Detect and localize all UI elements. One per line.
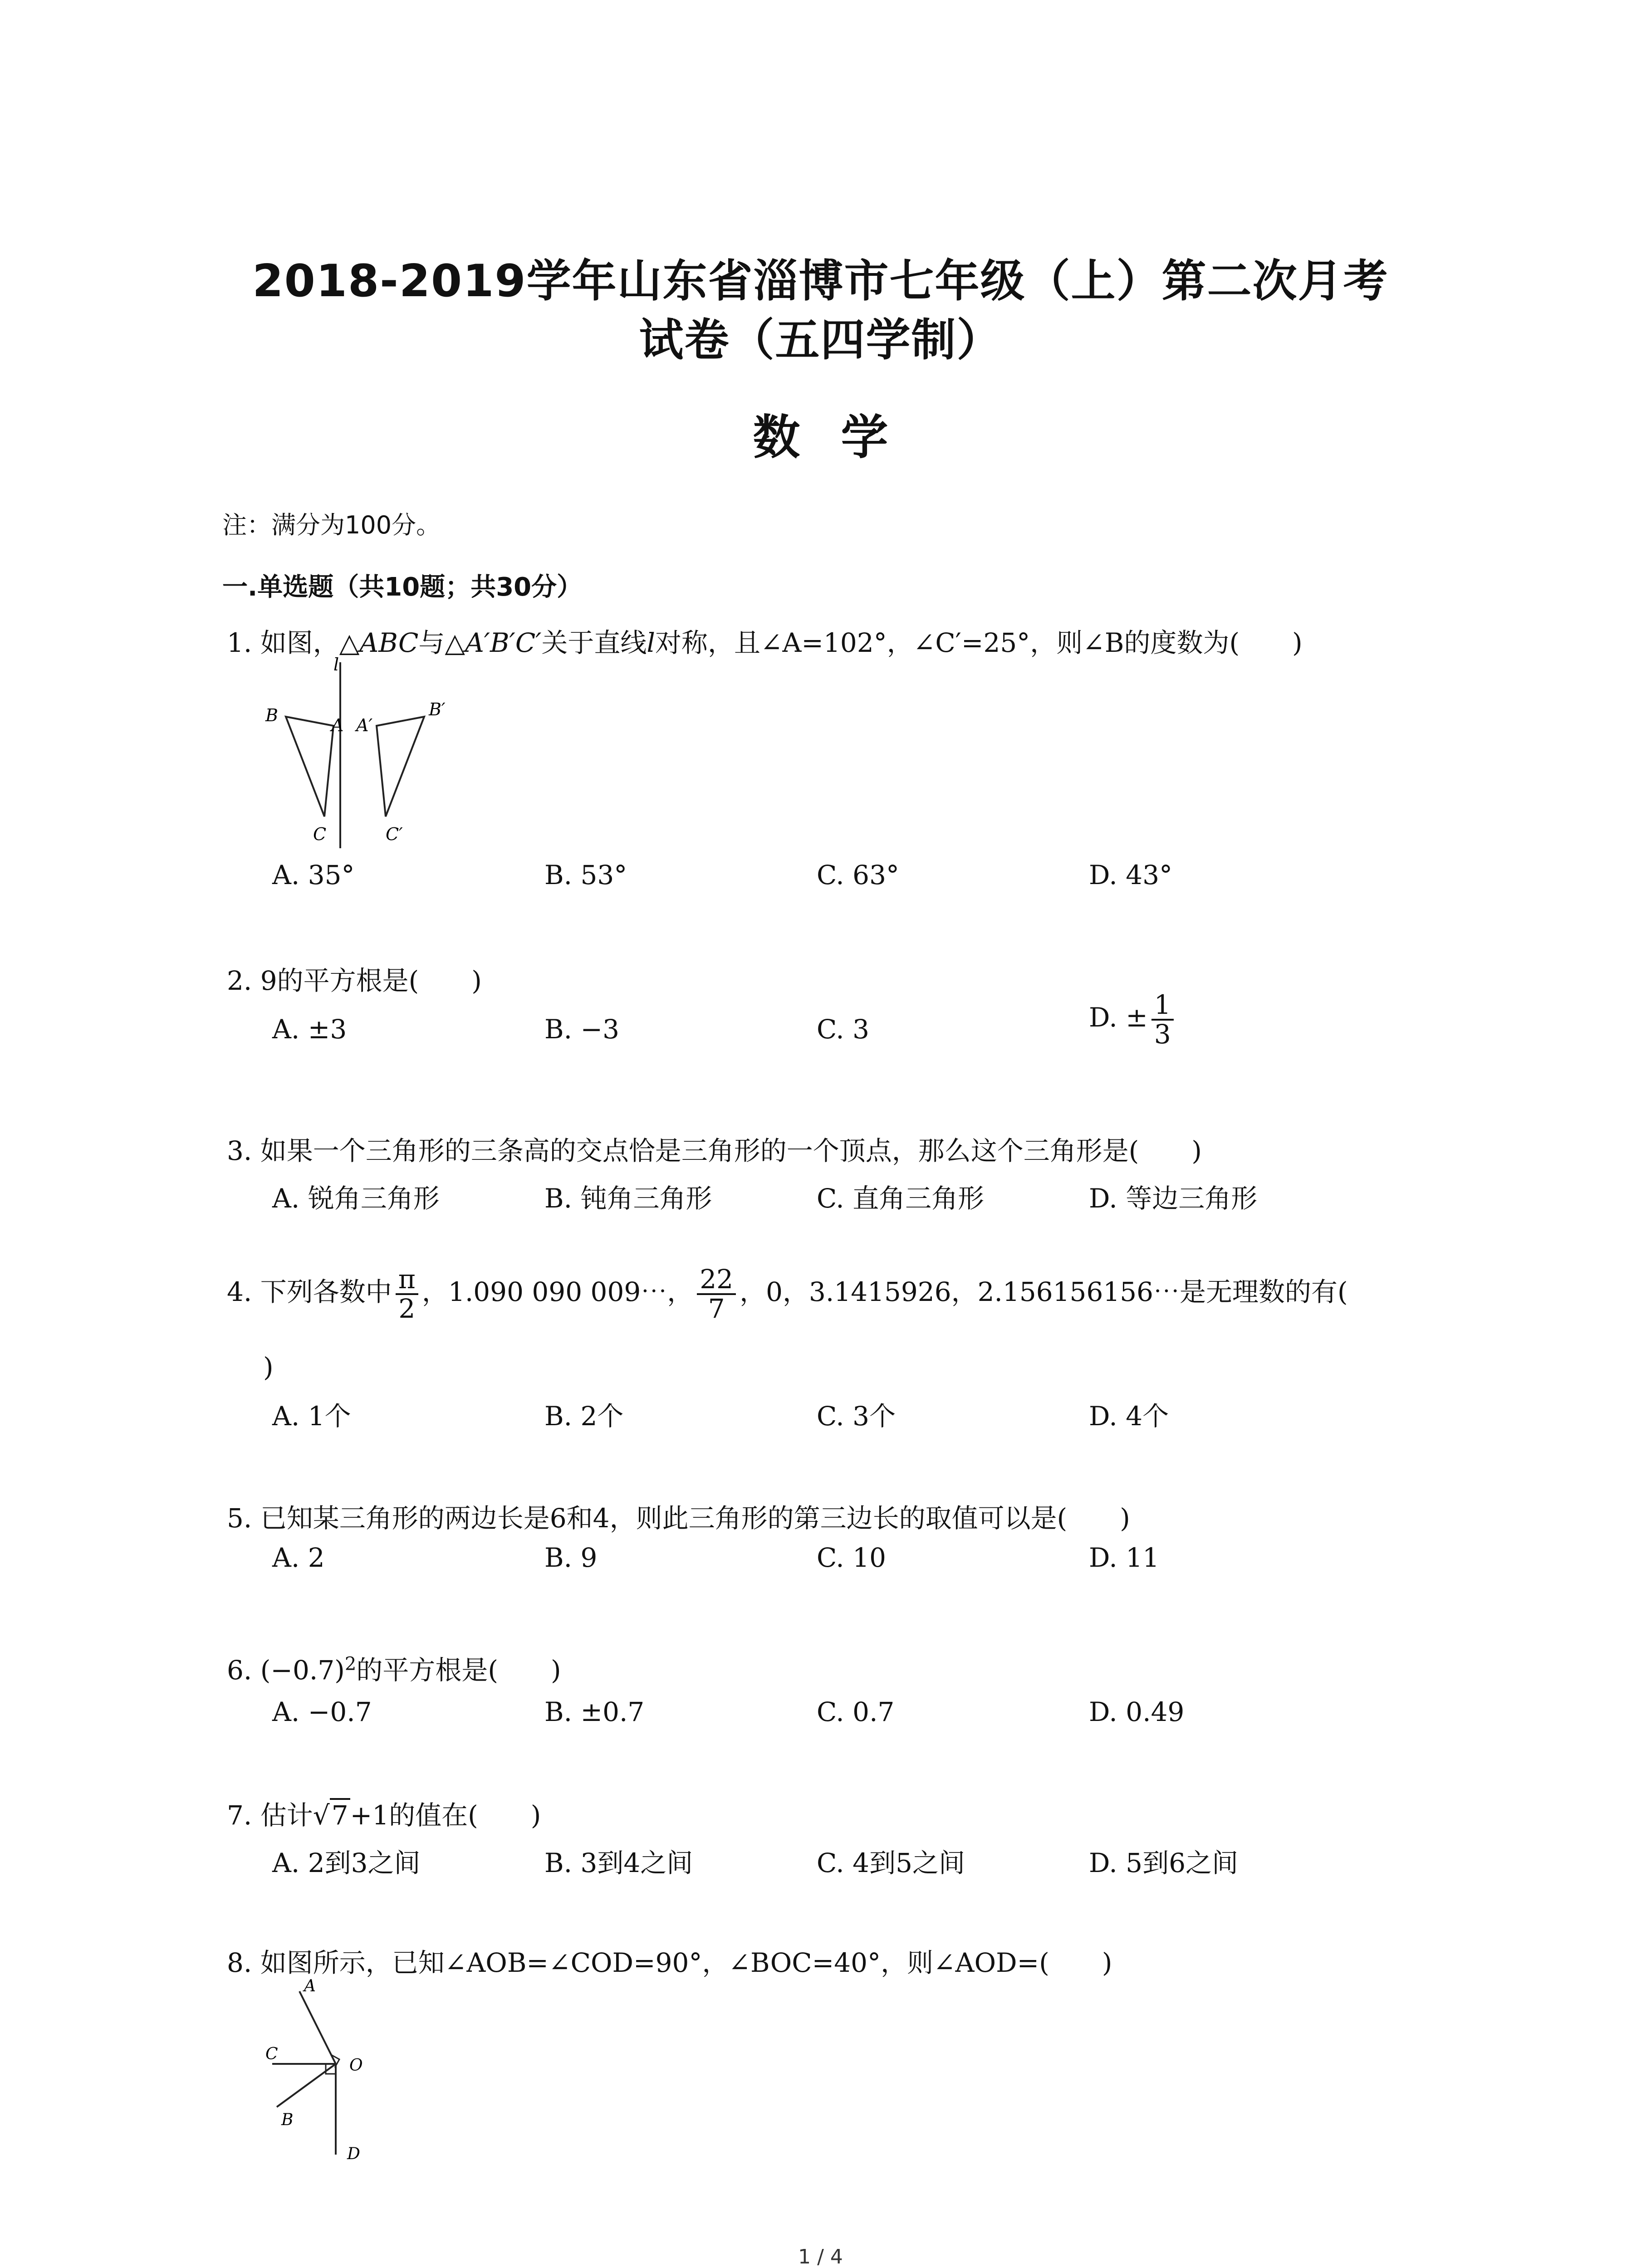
- fig1-label-C: C: [313, 824, 327, 844]
- q1-option-a: A. 35°: [272, 860, 355, 890]
- fig8-label-C: C: [265, 2045, 278, 2063]
- q3-option-d: D. 等边三角形: [1089, 1183, 1258, 1214]
- question-5-stem: 5. 已知某三角形的两边长是6和4，则此三角形的第三边长的取值可以是( ): [227, 1503, 1130, 1534]
- fig1-label-l: l: [333, 655, 339, 675]
- question-3-stem: 3. 如果一个三角形的三条高的交点恰是三角形的一个顶点，那么这个三角形是( ): [227, 1135, 1202, 1166]
- score-note: 注：满分为100分。: [222, 511, 441, 539]
- question-6-stem: 6. $(-0.7)^2$的平方根是( ): [227, 1653, 561, 1686]
- q2-option-b: B. −3: [544, 1014, 619, 1045]
- q5-option-b: B. 9: [544, 1542, 598, 1573]
- question-2-stem: 2. 9的平方根是( ): [227, 965, 482, 996]
- q6-option-a: A. −0.7: [272, 1696, 372, 1727]
- q5-option-c: C. 10: [817, 1542, 886, 1573]
- q5-option-d: D. 11: [1089, 1542, 1160, 1573]
- q6-option-d: D. 0.49: [1089, 1696, 1185, 1727]
- q7-option-a: A. 2到3之间: [272, 1848, 421, 1878]
- q2-option-a: A. ±3: [272, 1014, 347, 1045]
- question-8-stem: 8. 如图所示，已知∠AOB=∠COD=90°，∠BOC=40°，则∠AOD=( ): [227, 1947, 1112, 1978]
- fig8-label-D: D: [347, 2145, 360, 2163]
- q3-option-a: A. 锐角三角形: [272, 1183, 440, 1214]
- fig1-label-B: B: [265, 705, 278, 725]
- fig8-label-B: B: [281, 2111, 294, 2129]
- fig8-label-O: O: [349, 2056, 363, 2075]
- q1-option-b: B. 53°: [544, 860, 627, 890]
- q1-option-c: C. 63°: [817, 860, 899, 890]
- paper-title-line1: 2018-2019学年山东省淄博市七年级（上）第二次月考: [252, 255, 1389, 307]
- question-1-figure: [254, 653, 472, 857]
- q2-option-d: D. ± $\frac{1}{3}$: [1089, 991, 1177, 1048]
- q6-option-b: B. ±0.7: [544, 1696, 645, 1727]
- page-number: 1 / 4: [798, 2245, 843, 2268]
- q7-option-c: C. 4到5之间: [817, 1848, 965, 1878]
- fig8-label-A: A: [304, 1978, 316, 1995]
- q4-option-c: C. 3个: [817, 1401, 896, 1432]
- q4-option-a: A. 1个: [272, 1401, 351, 1432]
- question-4-stem-tail: ): [263, 1352, 274, 1383]
- subject-title: 数学: [753, 410, 929, 465]
- q7-option-d: D. 5到6之间: [1089, 1848, 1239, 1878]
- question-7-stem: 7. 估计√7+1的值在( ): [227, 1794, 541, 1832]
- fig1-label-A-prime: A′: [356, 715, 373, 735]
- q6-option-c: C. 0.7: [817, 1696, 895, 1727]
- q1-option-d: D. 43°: [1089, 860, 1173, 890]
- q7-option-b: B. 3到4之间: [544, 1848, 693, 1878]
- fig1-label-C-prime: C′: [386, 824, 403, 844]
- q2-option-c: C. 3: [817, 1014, 870, 1045]
- section-heading: 一.单选题（共10题；共30分）: [222, 572, 583, 602]
- question-8-figure: [254, 1978, 417, 2168]
- paper-title-line2: 试卷（五四学制）: [639, 314, 1002, 366]
- q5-option-a: A. 2: [272, 1542, 325, 1573]
- question-4-stem: 4. 下列各数中 $\frac{\pi}{2}$ ，1.090 090 009⋯， $\frac{22}{7}$ ，0，3.1415926，2.156156156⋯是无理数的有(: [227, 1264, 1348, 1324]
- q4-option-b: B. 2个: [544, 1401, 624, 1432]
- q3-option-c: C. 直角三角形: [817, 1183, 985, 1214]
- fig1-label-A: A: [331, 715, 344, 735]
- fig1-label-B-prime: B′: [429, 699, 446, 719]
- q4-option-d: D. 4个: [1089, 1401, 1169, 1432]
- q3-option-b: B. 钝角三角形: [544, 1183, 712, 1214]
- question-1-stem: 1. 如图，△ABC与△A′B′C′关于直线l对称，且∠A=102°，∠C′=25°，则∠B的度数为( ): [227, 627, 1303, 658]
